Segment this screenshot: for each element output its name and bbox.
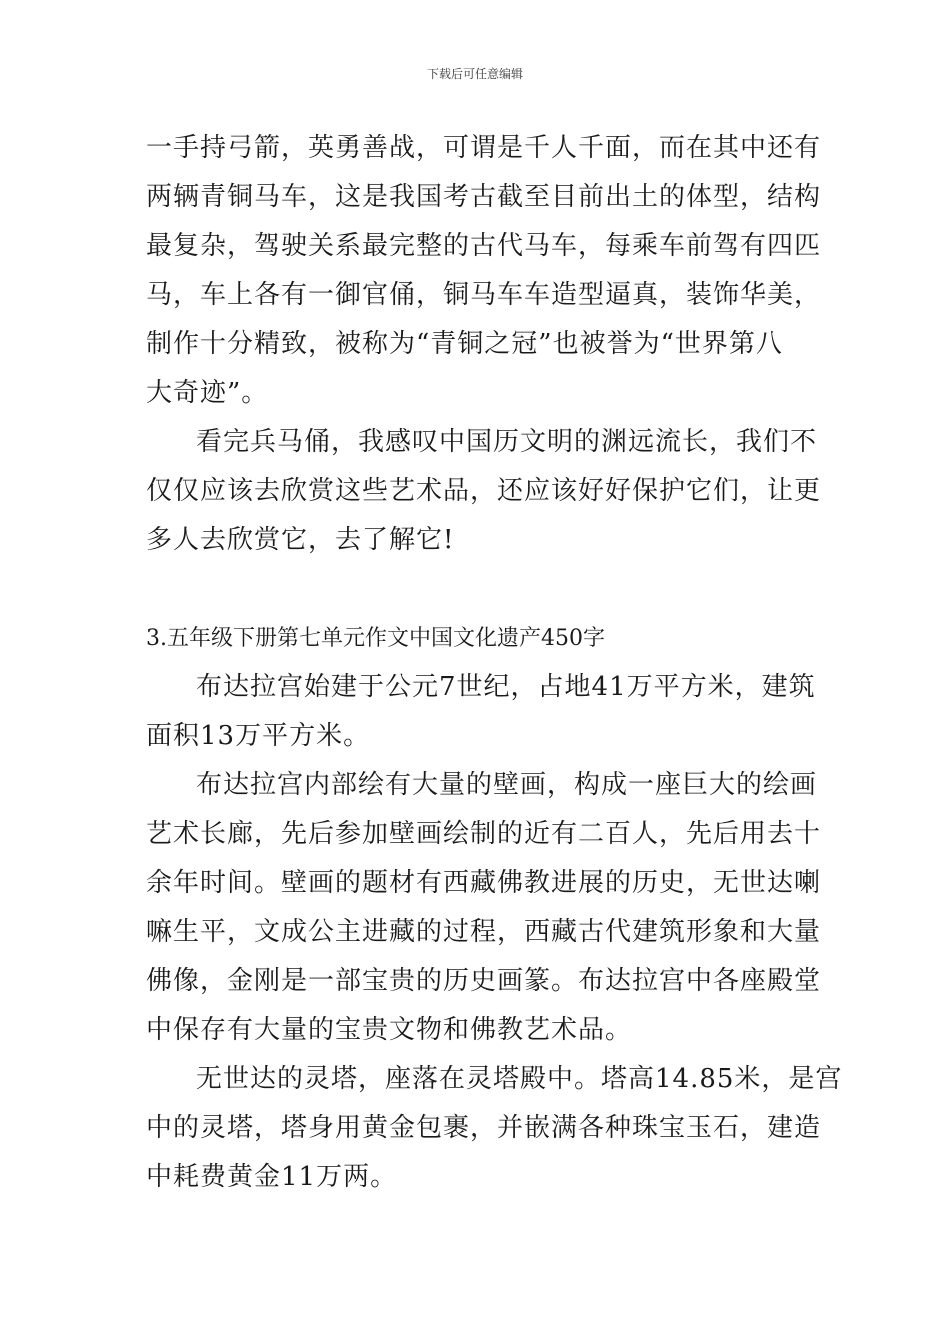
- text-line: 多人去欣赏它，去了解它!: [146, 525, 455, 555]
- section-title: 3.五年级下册第七单元作文中国文化遗产450字: [146, 626, 605, 651]
- text-line: 中耗费黄金11万两。: [146, 1162, 398, 1192]
- paragraph: [146, 761, 822, 1055]
- text-line: 制作十分精致，被称为“青铜之冠”也被誉为“世界第八: [146, 329, 783, 359]
- text-line: 嘛生平，文成公主进藏的过程，西藏古代建筑形象和大量: [146, 917, 822, 947]
- document-body: [146, 124, 843, 1202]
- text-line: 中的灵塔，塔身用黄金包裹，并嵌满各种珠宝玉石，建造: [146, 1113, 822, 1143]
- text-line: 看完兵马俑，我感叹中国历文明的渊远流长，我们不: [196, 427, 818, 457]
- text-line: 最复杂，驾驶关系最完整的古代马车，每乘车前驾有四匹: [146, 231, 822, 261]
- paragraph: [146, 124, 822, 418]
- text-line: 一手持弓箭，英勇善战，可谓是千人千面，而在其中还有: [146, 133, 822, 163]
- text-line: 两辆青铜马车，这是我国考古截至目前出土的体型，结构: [146, 182, 822, 212]
- text-line: 马，车上各有一御官俑，铜马车车造型逼真，装饰华美，: [146, 280, 822, 310]
- text-line: 大奇迹”。: [146, 378, 269, 408]
- page-header-note: 下载后可任意编辑: [426, 67, 523, 81]
- text-line: 无世达的灵塔，座落在灵塔殿中。塔高14.85米，是宫: [196, 1064, 843, 1094]
- paragraph: [146, 1055, 843, 1202]
- text-line: 仅仅应该去欣赏这些艺术品，还应该好好保护它们，让更: [146, 476, 822, 506]
- text-line: 布达拉宫内部绘有大量的壁画，构成一座巨大的绘画: [196, 770, 818, 800]
- paragraph: [146, 418, 822, 565]
- text-line: 中保存有大量的宝贵文物和佛教艺术品。: [146, 1015, 633, 1045]
- paragraph: [146, 663, 816, 761]
- text-line: 艺术长廊，先后参加壁画绘制的近有二百人，先后用去十: [146, 819, 822, 849]
- text-line: 布达拉宫始建于公元7世纪，占地41万平方米，建筑: [196, 672, 816, 702]
- text-line: 佛像，金刚是一部宝贵的历史画篆。布达拉宫中各座殿堂: [146, 966, 822, 996]
- paragraph-gap: [146, 565, 808, 614]
- text-line: 余年时间。壁画的题材有西藏佛教进展的历史，无世达喇: [146, 868, 822, 898]
- text-line: 面积13万平方米。: [146, 721, 371, 751]
